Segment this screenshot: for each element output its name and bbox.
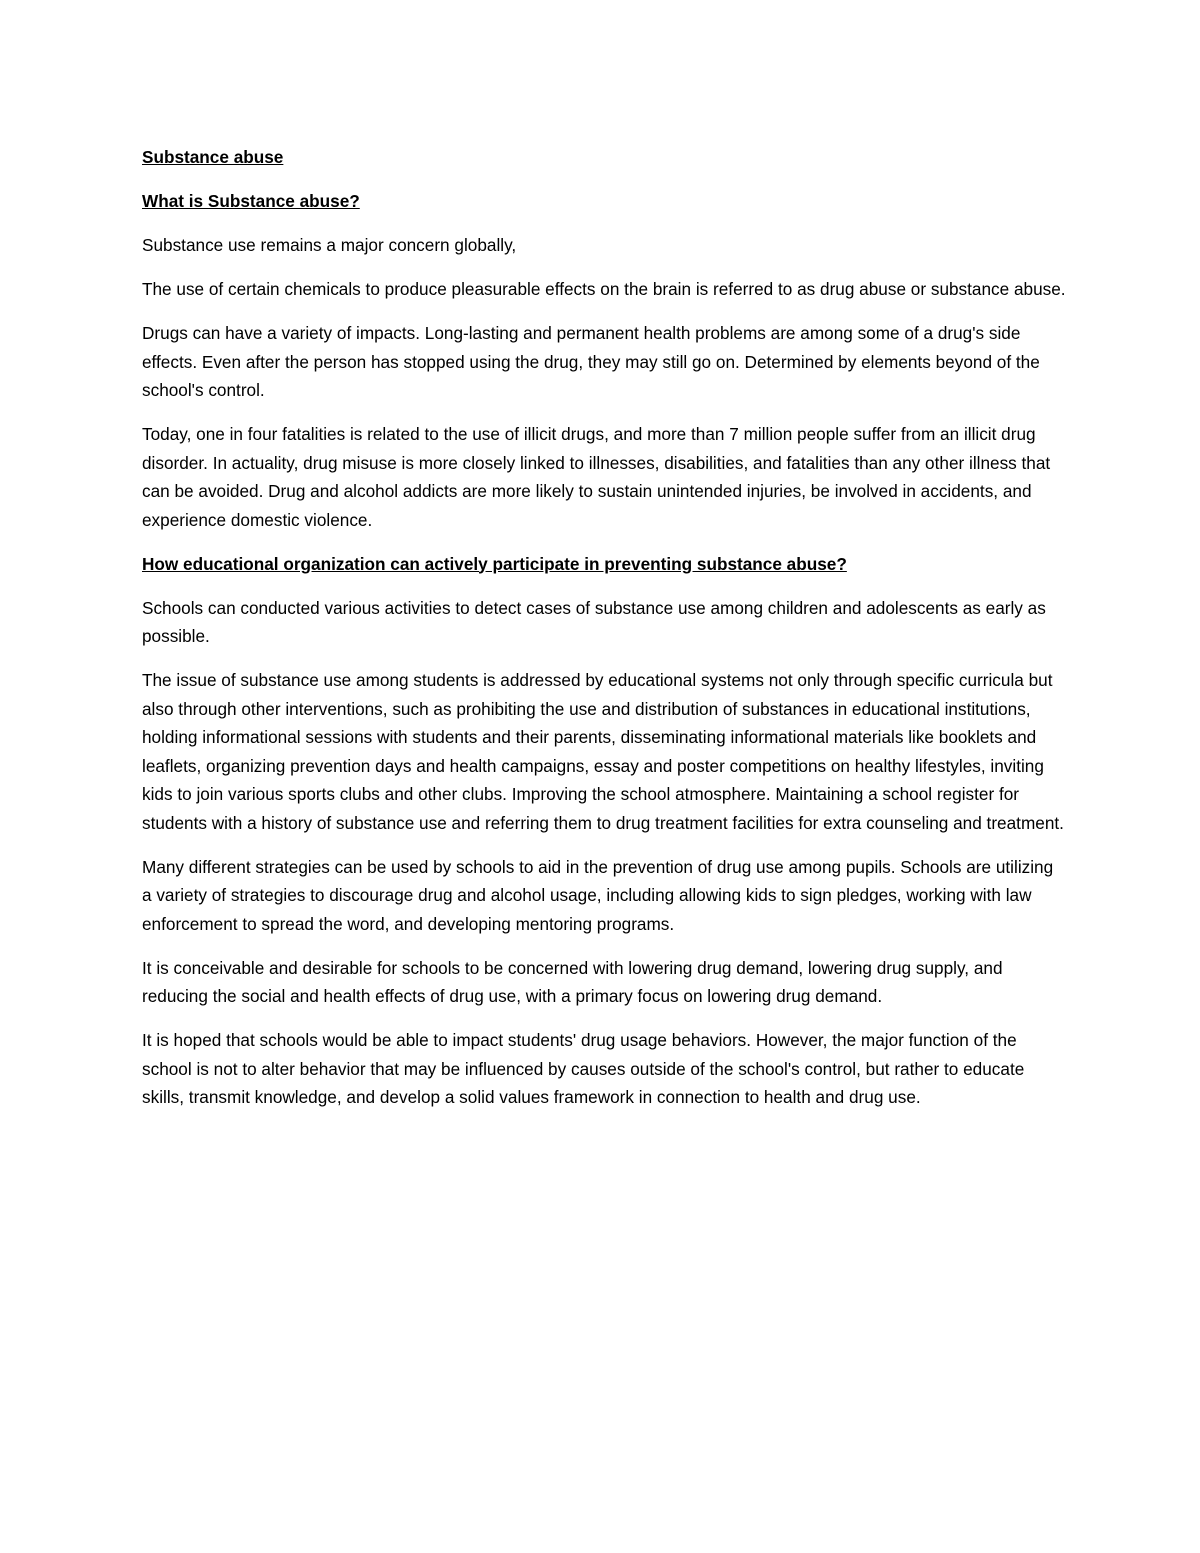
document-body — [142, 143, 1067, 1127]
paragraph: The issue of substance use among students is addressed by educational systems not only through specific curricula but also through other interventions, such as prohibiting the use and distribution of substances in educational institutions, holding informational sessions with students and their parents, disseminating informational materials like booklets and leaflets, organizing prevention days and health campaigns, essay and poster competitions on healthy lifestyles, inviting kids to join various sports clubs and other clubs. Improving the school atmosphere. Maintaining a school register for students with a history of substance use and referring them to drug treatment facilities for extra counseling and treatment. — [142, 670, 1064, 833]
paragraph: Schools can conducted various activities to detect cases of substance use among children and adolescents as early as possible. — [142, 597, 1046, 646]
paragraph: The use of certain chemicals to produce pleasurable effects on the brain is referred to as drug abuse or substance abuse. — [142, 279, 1066, 299]
paragraph: It is hoped that schools would be able to impact students' drug usage behaviors. However, the major function of the school is not to alter behavior that may be influenced by causes outside of the school's control, but rather to educate skills, transmit knowledge, and develop a solid values framework in connection to health and drug use. — [142, 1030, 1025, 1107]
section-heading-what-is: What is Substance abuse? — [142, 191, 360, 211]
paragraph: Today, one in four fatalities is related to the use of illicit drugs, and more than 7 million people suffer from an illicit drug disorder. In actuality, drug misuse is more closely linked to illnesses, disabilities, and fatalities than any other illness that can be avoided. Drug and alcohol addicts are more likely to sustain unintended injuries, be involved in accidents, and experience domestic violence. — [142, 424, 1051, 530]
paragraph: Many different strategies can be used by schools to aid in the prevention of drug use among pupils. Schools are utilizing a variety of strategies to discourage drug and alcohol usage, including allowing kids to sign pledges, working with law enforcement to spread the word, and developing mentoring programs. — [142, 856, 1054, 934]
section-heading-prevention: How educational organization can actively participate in preventing substance abuse? — [142, 553, 847, 574]
document-title: Substance abuse — [142, 147, 284, 167]
paragraph: It is conceivable and desirable for schools to be concerned with lowering drug demand, lowering drug supply, and reducing the social and health effects of drug use, with a primary focus on lowering drug demand. — [142, 957, 1003, 1006]
paragraph: Substance use remains a major concern globally, — [142, 235, 517, 255]
paragraph: Drugs can have a variety of impacts. Long-lasting and permanent health problems are among some of a drug's side effects. Even after the person has stopped using the drug, they may still go on. Determined by elements beyond of the school's control. — [142, 323, 1040, 400]
